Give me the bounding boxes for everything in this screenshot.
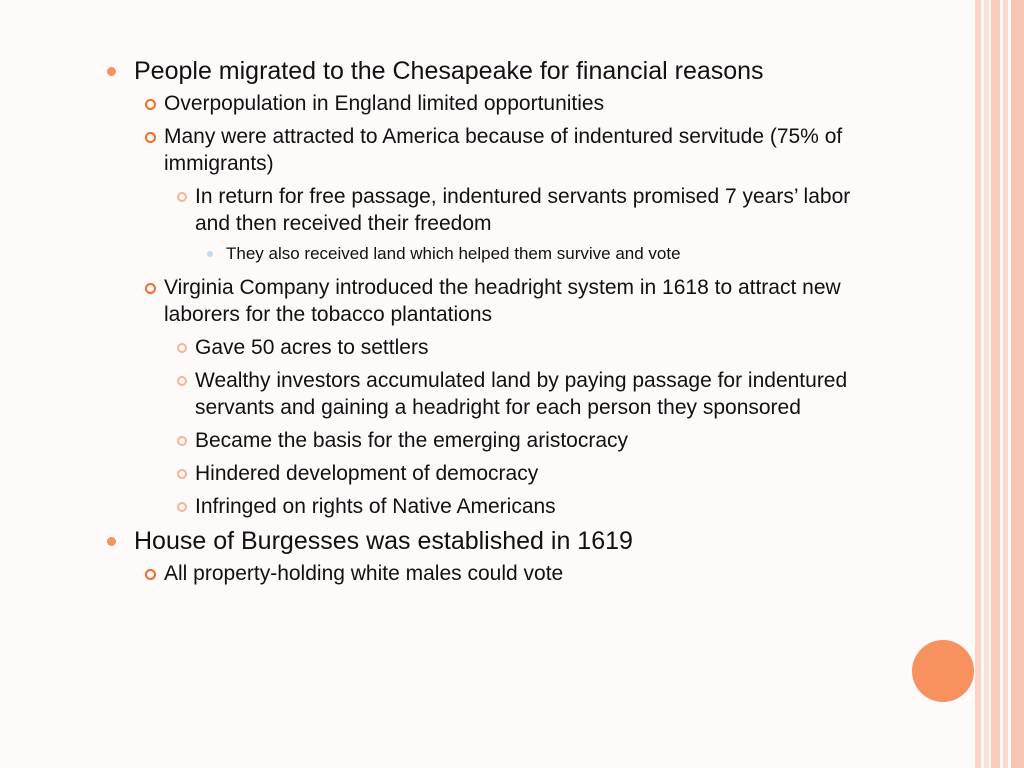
light-ring-bullet-icon	[177, 436, 187, 446]
bullet-item-level-3	[104, 493, 874, 520]
bullet-item-level-2	[104, 123, 874, 177]
bullet-text: Wealthy investors accumulated land by paying passage for indentured servants and gaining a headright for each person they sponsored	[195, 369, 848, 419]
bullet-text: In return for free passage, indentured servants promised 7 years’ labor and then received their freedom	[195, 185, 851, 235]
bullet-list	[104, 56, 874, 593]
bullet-text: Hindered development of democracy	[195, 462, 539, 485]
ring-bullet-icon	[145, 99, 156, 110]
bullet-item-level-2	[104, 560, 874, 587]
ring-bullet-icon	[145, 132, 156, 143]
bullet-text: House of Burgesses was established in 1619	[134, 527, 633, 555]
decorative-stripe	[984, 0, 989, 768]
bullet-text: All property-holding white males could vote	[164, 562, 564, 585]
bullet-text: Overpopulation in England limited opportunities	[164, 92, 605, 115]
bullet-text: They also received land which helped them survive and vote	[226, 244, 681, 263]
bullet-text: Became the basis for the emerging aristocracy	[195, 429, 629, 452]
light-ring-bullet-icon	[177, 376, 187, 386]
bullet-item-level-3	[104, 367, 874, 421]
bullet-item-level-3	[104, 460, 874, 487]
bullet-item-level-3	[104, 334, 874, 361]
bullet-item-level-2	[104, 90, 874, 117]
bullet-item-level-1	[104, 56, 874, 86]
light-ring-bullet-icon	[177, 502, 187, 512]
bullet-text: Many were attracted to America because of indentured servitude (75% of immigrants)	[164, 125, 843, 175]
ring-bullet-icon	[145, 283, 156, 294]
bullet-item-level-2	[104, 274, 874, 328]
bullet-item-level-4	[104, 243, 874, 265]
decorative-circle	[912, 640, 974, 702]
decorative-stripe	[1011, 0, 1024, 768]
light-ring-bullet-icon	[177, 343, 187, 353]
filled-circle-bullet-icon	[107, 537, 116, 546]
ring-bullet-icon	[145, 569, 156, 580]
bullet-item-level-3	[104, 427, 874, 454]
light-ring-bullet-icon	[177, 192, 187, 202]
filled-circle-bullet-icon	[107, 67, 116, 76]
bullet-item-level-1	[104, 526, 874, 556]
bullet-text: Gave 50 acres to settlers	[195, 336, 429, 359]
bullet-text: Virginia Company introduced the headright system in 1618 to attract new laborers for the tobacco plantations	[164, 276, 841, 326]
decorative-stripe	[991, 0, 1000, 768]
blue-dot-bullet-icon	[207, 251, 213, 257]
decorative-stripe	[975, 0, 981, 768]
light-ring-bullet-icon	[177, 469, 187, 479]
bullet-text: People migrated to the Chesapeake for financial reasons	[134, 57, 764, 85]
bullet-item-level-3	[104, 183, 874, 237]
decorative-stripe	[1003, 0, 1008, 768]
bullet-text: Infringed on rights of Native Americans	[195, 495, 556, 518]
